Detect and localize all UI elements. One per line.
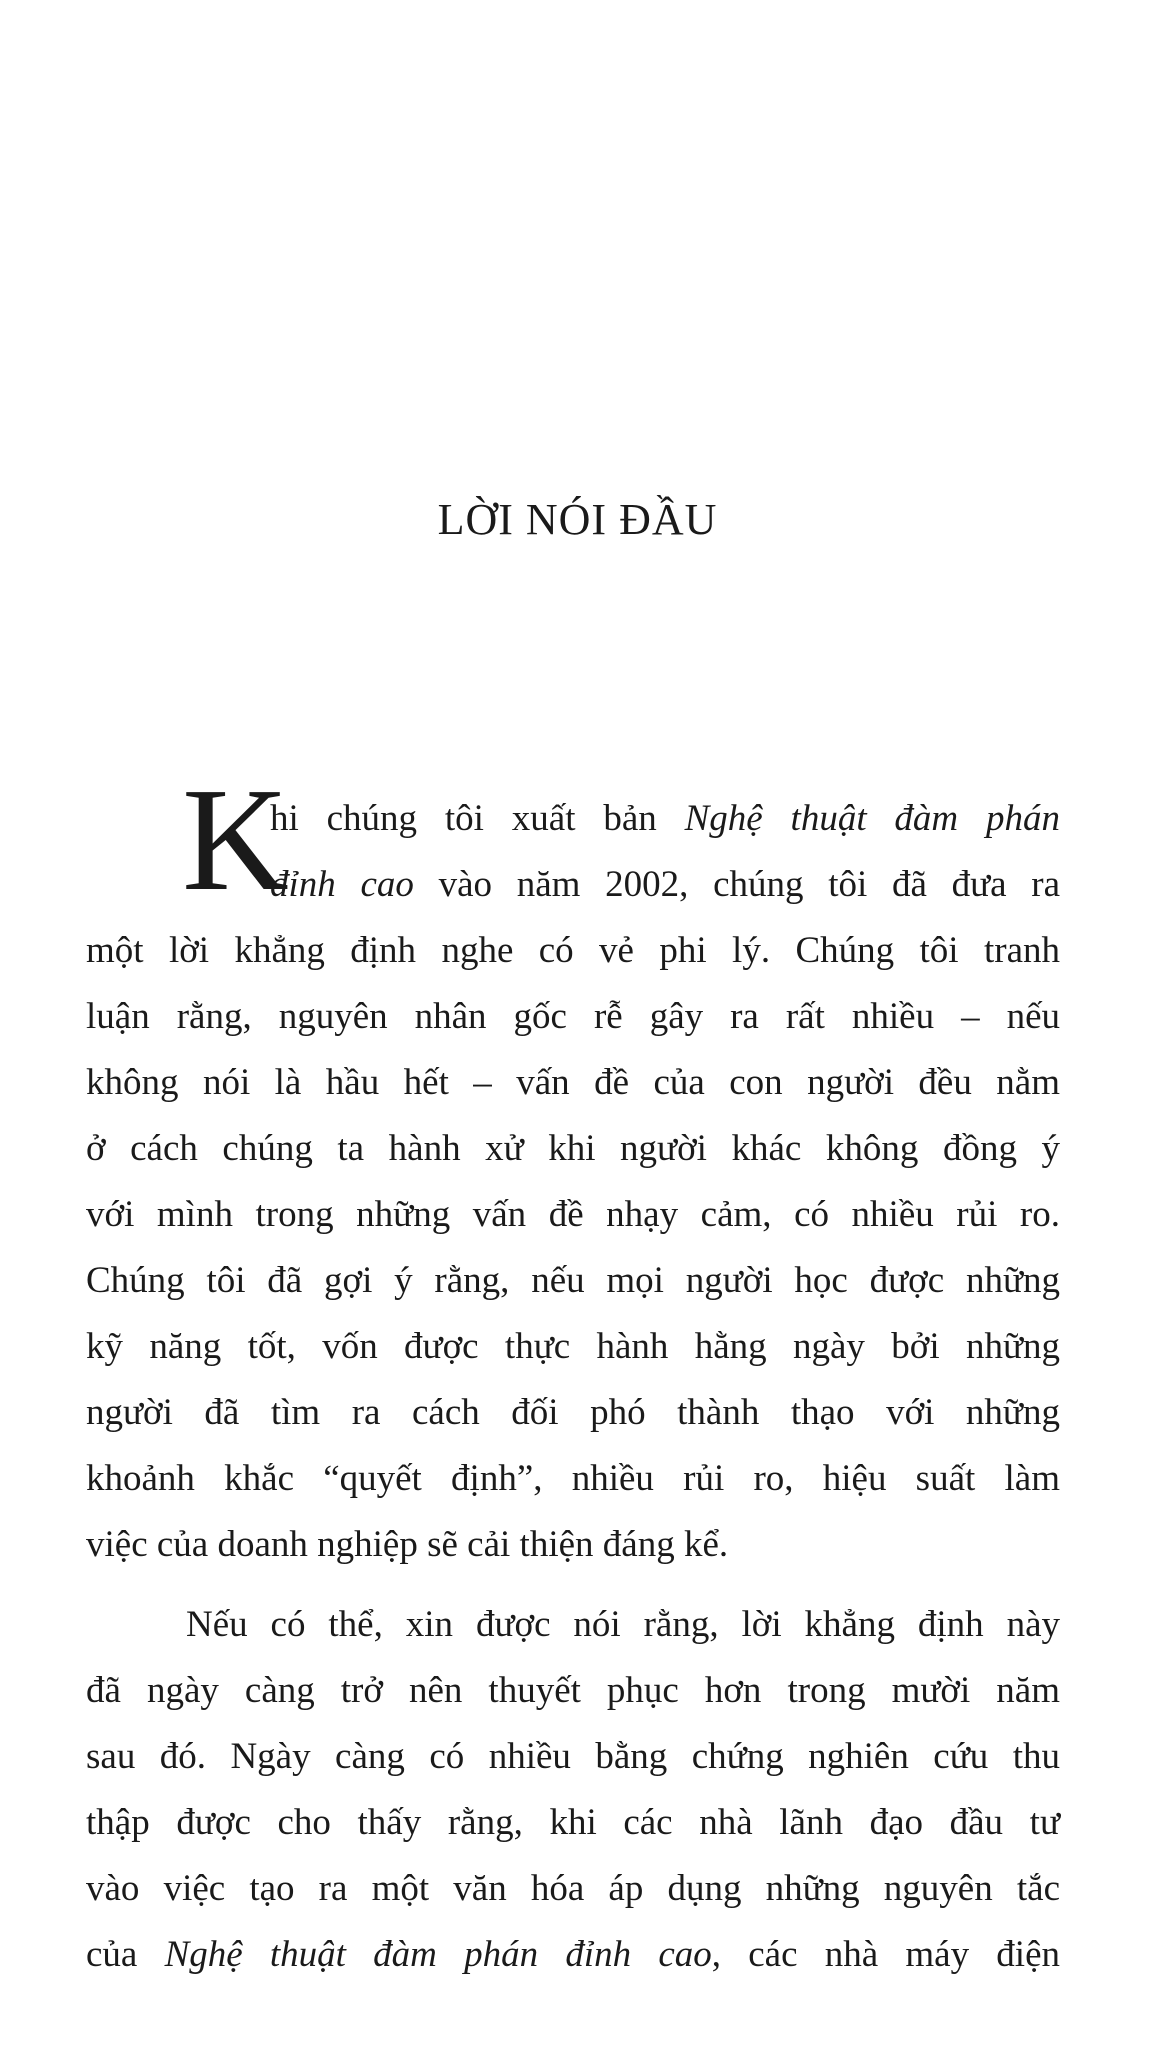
book-title-italic: đỉnh cao [270,864,414,905]
paragraph-line: luận rằng, nguyên nhân gốc rễ gây ra rất nhiều – nếu [86,996,1060,1037]
paragraph-line: người đã tìm ra cách đối phó thành thạo với những [86,1392,1060,1433]
paragraph-line: việc của doanh nghiệp sẽ cải thiện đáng kể. [86,1524,729,1565]
paragraph-line: đã ngày càng trở nên thuyết phục hơn trong mười năm [86,1670,1060,1711]
paragraph-line: khoảnh khắc “quyết định”, nhiều rủi ro, hiệu suất làm [86,1458,1060,1499]
drop-cap-letter: K [182,758,289,922]
paragraph-line: của Nghệ thuật đàm phán đỉnh cao, các nhà máy điện [86,1934,1060,1975]
paragraph-line: với mình trong những vấn đề nhạy cảm, có nhiều rủi ro. [86,1194,1060,1235]
paragraph-line: một lời khẳng định nghe có vẻ phi lý. Chúng tôi tranh [86,930,1060,971]
paragraph-line: ở cách chúng ta hành xử khi người khác không đồng ý [86,1128,1060,1169]
book-title-italic: Nghệ thuật đàm phán đỉnh cao [164,1934,712,1975]
paragraph-line: không nói là hầu hết – vấn đề của con người đều nằm [86,1062,1060,1103]
paragraph-line: vào việc tạo ra một văn hóa áp dụng những nguyên tắc [86,1868,1060,1909]
paragraph-line: đỉnh cao vào năm 2002, chúng tôi đã đưa ra [270,864,1061,905]
paragraph-line: sau đó. Ngày càng có nhiều bằng chứng nghiên cứu thu [86,1736,1060,1777]
paragraph-line: thập được cho thấy rằng, khi các nhà lãnh đạo đầu tư [86,1802,1060,1843]
paragraph-line: hi chúng tôi xuất bản Nghệ thuật đàm phán [270,798,1060,839]
paragraph-line: Nếu có thể, xin được nói rằng, lời khẳng định này [186,1604,1060,1645]
book-title-italic: Nghệ thuật đàm phán [684,798,1060,839]
paragraph-line: Chúng tôi đã gợi ý rằng, nếu mọi người học được những [86,1260,1060,1301]
paragraph-line: kỹ năng tốt, vốn được thực hành hằng ngày bởi những [86,1326,1060,1367]
chapter-title: LỜI NÓI ĐẦU [437,495,718,544]
